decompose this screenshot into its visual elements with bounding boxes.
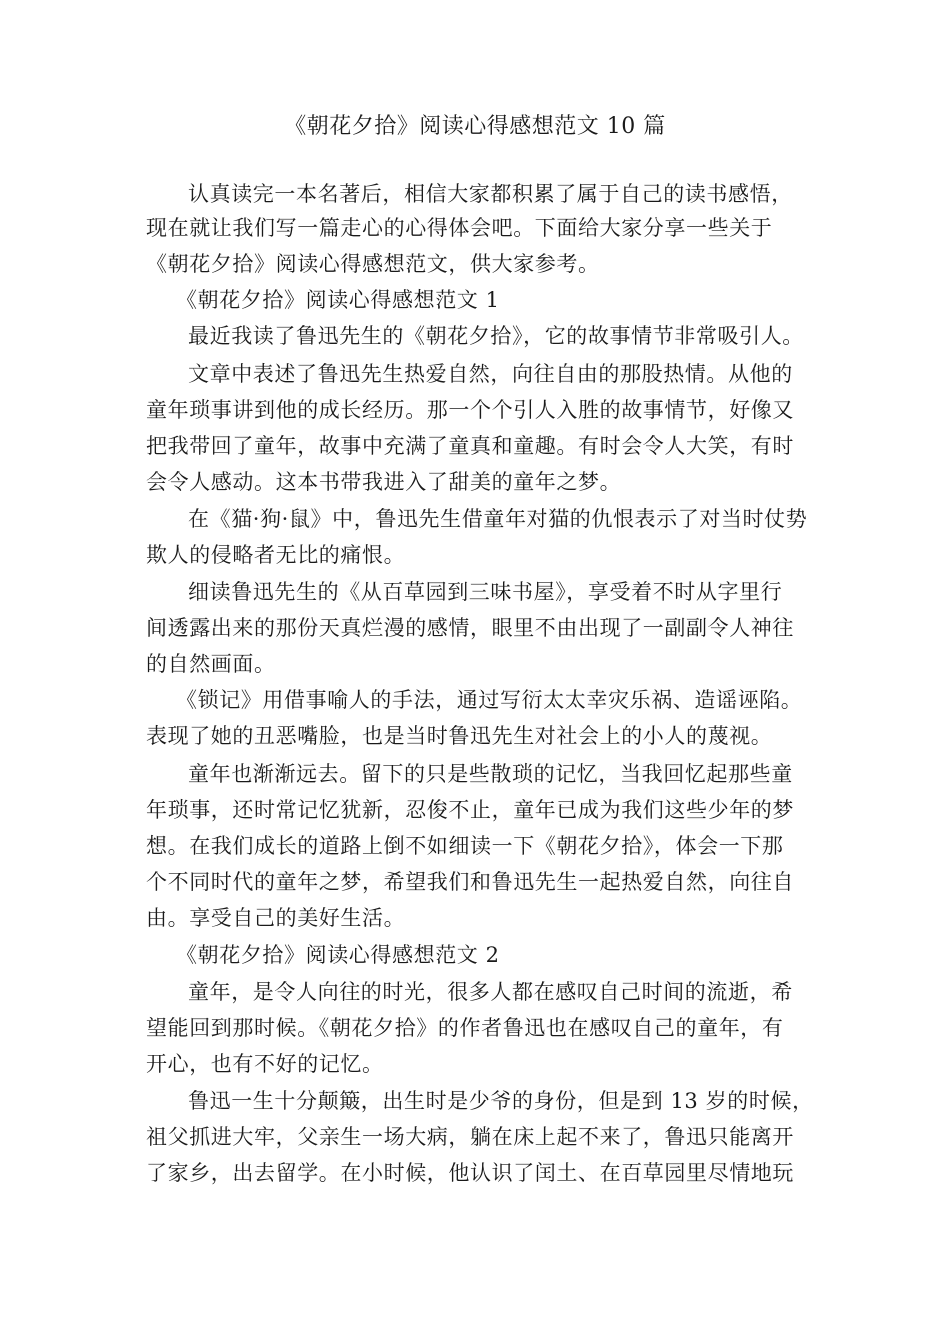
- paragraph-line: 个不同时代的童年之梦，希望我们和鲁迅先生一起热爱自然，向往自: [146, 870, 794, 894]
- paragraph-line: 会令人感动。这本书带我进入了甜美的童年之梦。: [146, 470, 622, 494]
- paragraph-line: 认真读完一本名著后，相信大家都积累了属于自己的读书感悟，: [188, 182, 793, 206]
- paragraph-line: 的自然画面。: [146, 652, 276, 676]
- section-heading: 《朝花夕拾》阅读心得感想范文 2: [176, 943, 500, 967]
- paragraph-line: 表现了她的丑恶嘴脸，也是当时鲁迅先生对社会上的小人的蔑视。: [146, 724, 773, 748]
- paragraph-line: 望能回到那时候。《朝花夕拾》的作者鲁迅也在感叹自己的童年，有: [146, 1016, 784, 1040]
- paragraph-line: 年琐事，还时常记忆犹新，忍俊不止，童年已成为我们这些少年的梦: [146, 798, 794, 822]
- paragraph-line: 在《猫·狗·鼠》中，鲁迅先生借童年对猫的仇恨表示了对当时仗势: [188, 507, 808, 531]
- paragraph-line: 想。在我们成长的道路上倒不如细读一下《朝花夕拾》，体会一下那: [146, 834, 784, 858]
- paragraph-line: 鲁迅一生十分颠簸，出生时是少爷的身份，但是到 13 岁的时候，: [188, 1089, 814, 1113]
- paragraph-line: 由。享受自己的美好生活。: [146, 906, 406, 930]
- paragraph-line: 《朝花夕拾》阅读心得感想范文，供大家参考。: [146, 252, 600, 276]
- paragraph-line: 童年也渐渐远去。留下的只是些散琐的记忆，当我回忆起那些童: [188, 762, 793, 786]
- paragraph-line: 细读鲁迅先生的《从百草园到三味书屋》，享受着不时从字里行: [188, 580, 783, 604]
- paragraph-line: 文章中表述了鲁迅先生热爱自然，向往自由的那股热情。从他的: [188, 362, 793, 386]
- paragraph-line: 最近我读了鲁迅先生的《朝花夕拾》，它的故事情节非常吸引人。: [188, 324, 804, 348]
- paragraph-line: 祖父抓进大牢，父亲生一场大病，躺在床上起不来了，鲁迅只能离开: [146, 1125, 794, 1149]
- paragraph-line: 间透露出来的那份天真烂漫的感情，眼里不由出现了一副副令人神往: [146, 616, 794, 640]
- paragraph-line: 欺人的侵略者无比的痛恨。: [146, 543, 406, 567]
- document-title: 《朝花夕拾》阅读心得感想范文 10 篇: [284, 114, 666, 139]
- paragraph-line: 了家乡，出去留学。在小时候，他认识了闰土、在百草园里尽情地玩: [146, 1161, 794, 1185]
- paragraph-line: 《锁记》用借事喻人的手法，通过写衍太太幸灾乐祸、造谣诬陷。: [176, 688, 803, 712]
- paragraph-line: 现在就让我们写一篇走心的心得体会吧。下面给大家分享一些关于: [146, 216, 773, 240]
- section-heading: 《朝花夕拾》阅读心得感想范文 1: [176, 288, 500, 312]
- paragraph-line: 把我带回了童年，故事中充满了童真和童趣。有时会令人大笑，有时: [146, 434, 794, 458]
- paragraph-line: 开心，也有不好的记忆。: [146, 1052, 384, 1076]
- paragraph-line: 童年琐事讲到他的成长经历。那一个个引人入胜的故事情节，好像又: [146, 398, 794, 422]
- paragraph-line: 童年，是令人向往的时光，很多人都在感叹自己时间的流逝，希: [188, 980, 793, 1004]
